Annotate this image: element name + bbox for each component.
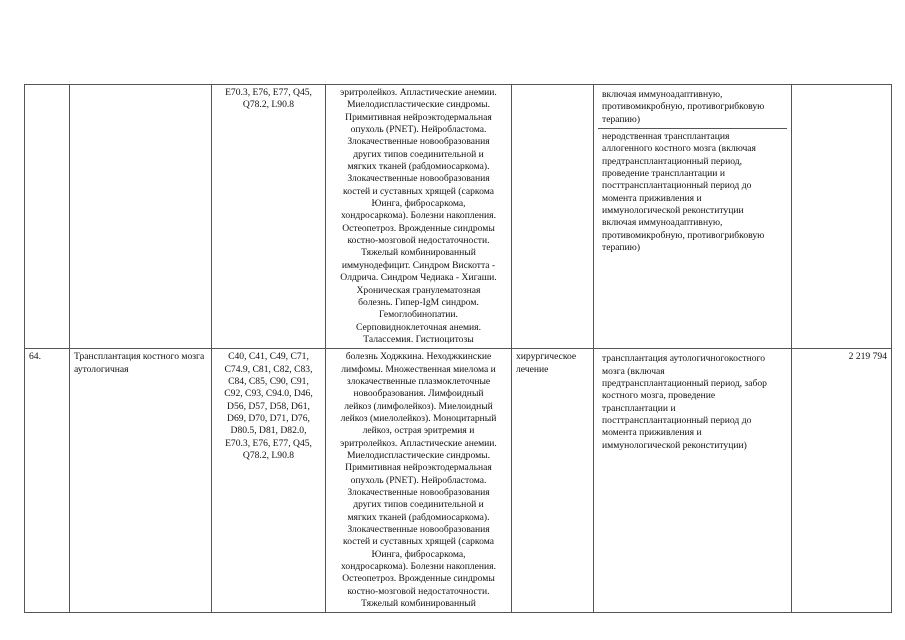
method-block bbox=[598, 351, 787, 454]
icd-codes-cell-line: D80.5, D81, D82.0, bbox=[230, 425, 307, 437]
method-line: включая иммуноадаптивную, bbox=[602, 89, 723, 100]
diagnosis-cell-line: Миелодиспластические синдромы. bbox=[346, 99, 491, 111]
diagnosis-cell-line: Примитивная нейроэктодермальная bbox=[345, 462, 492, 474]
diagnosis-cell-line: Гемоглобинопатии. bbox=[379, 309, 458, 321]
method-line: иммунологической реконституции bbox=[602, 205, 744, 217]
method-line: посттрансплантационный период до bbox=[602, 414, 752, 426]
method-line: трансплантации и bbox=[602, 402, 676, 414]
diagnosis-cell-line: Примитивная нейроэктодермальная bbox=[345, 111, 492, 123]
diagnosis-cell-line: болезнь Ходжкина. Неходжкинские bbox=[345, 351, 492, 363]
icd-codes-cell-line: C92, C93, C94.0, D46, bbox=[224, 388, 313, 400]
table-row bbox=[25, 85, 892, 349]
diagnosis-cell-line: хондросаркома). Болезни накопления. bbox=[341, 210, 496, 222]
diagnosis-cell-line: новообразования. Лимфоидный bbox=[353, 388, 484, 400]
method-line: предтрансплантационный период, забор bbox=[602, 377, 767, 389]
method-line: предтрансплантационный период, bbox=[602, 155, 743, 167]
diagnosis-cell-line: лейкоз, острая эритремия и bbox=[362, 425, 475, 437]
price-cell: 2 219 794 bbox=[792, 349, 892, 613]
diagnosis-cell-line: лимфомы. Множественная миелома и bbox=[341, 363, 496, 375]
diagnosis-cell-line: болезнь. Гипер-IgM синдром. bbox=[358, 296, 479, 308]
diagnosis-cell-line: Олдрича. Синдром Чедиака - Хигаши. bbox=[340, 272, 497, 284]
diagnosis-cell-line: Злокачественные новообразования bbox=[347, 136, 490, 148]
method-line: включая иммуноадаптивную, bbox=[602, 217, 723, 229]
treatment-method-cell bbox=[594, 85, 792, 349]
method-line: мозга (включая bbox=[602, 365, 665, 377]
icd-codes-cell-line: C74.9, C81, C82, C83, bbox=[224, 363, 313, 375]
treatment-method-cell bbox=[594, 349, 792, 613]
diagnosis-cell bbox=[326, 85, 512, 349]
method-line: терапию) bbox=[602, 242, 641, 254]
method-line: иммунологической реконституции) bbox=[602, 439, 747, 451]
diagnosis-cell-line: Юинга, фибросаркома, bbox=[371, 548, 466, 560]
service-name-cell bbox=[70, 85, 212, 349]
icd-codes-cell-line: C40, C41, C49, C71, bbox=[228, 351, 309, 363]
diagnosis-cell-line: хондросаркома). Болезни накопления. bbox=[341, 561, 496, 573]
icd-codes-cell bbox=[212, 349, 326, 613]
diagnosis-cell-line: опухоль (PNET). Нейробластома. bbox=[350, 124, 487, 136]
diagnosis-cell-line: костей и суставных хрящей (саркома bbox=[343, 536, 494, 548]
icd-codes-cell-line: Q78.2, L90.8 bbox=[242, 449, 295, 461]
diagnosis-cell-line: Талассемия. Гистиоцитозы bbox=[363, 333, 474, 345]
icd-codes-cell-line: E70.3, E76, E77, Q45, bbox=[225, 87, 312, 98]
table-row bbox=[25, 349, 892, 613]
method-line: костного мозга, проведение bbox=[602, 390, 716, 402]
diagnosis-cell-line: лейкоз (миелолейкоз). Моноцитарный bbox=[340, 412, 497, 424]
method-line: противомикробную, противогрибковую bbox=[602, 229, 765, 241]
method-line: посттрансплантационный период до bbox=[602, 180, 752, 192]
icd-codes-cell-line: D56, D57, D58, D61, bbox=[227, 400, 310, 412]
diagnosis-cell-line: эритролейкоз. Апластические анемии. bbox=[340, 437, 497, 449]
diagnosis-cell-line: Миелодиспластические синдромы. bbox=[346, 449, 491, 461]
diagnosis-cell-line: лейкоз (лимфолейкоз). Миелоидный bbox=[344, 400, 493, 412]
diagnosis-cell-line: мягких тканей (рабдомиосаркома). bbox=[347, 161, 490, 173]
method-line: проведение трансплантации и bbox=[602, 168, 725, 180]
medical-services-table bbox=[24, 84, 892, 613]
method-block bbox=[598, 128, 787, 256]
method-line: трансплантация аутологичногокостного bbox=[602, 353, 766, 365]
diagnosis-cell bbox=[326, 349, 512, 613]
table-body bbox=[25, 85, 892, 613]
method-line: терапию) bbox=[602, 113, 641, 125]
icd-codes-cell bbox=[212, 85, 326, 349]
diagnosis-cell-line: других типов соединительной и bbox=[353, 499, 484, 511]
diagnosis-cell-line: костей и суставных хрящей (саркома bbox=[343, 185, 494, 197]
diagnosis-cell-line: Тяжелый комбинированный bbox=[361, 247, 476, 259]
diagnosis-cell-line: эритролейкоз. Апластические анемии. bbox=[340, 87, 497, 98]
diagnosis-cell-line: Тяжелый комбинированный bbox=[361, 598, 476, 610]
method-line: момента приживления и bbox=[602, 192, 702, 204]
icd-codes-cell-line: E70.3, E76, E77, Q45, bbox=[225, 437, 312, 449]
diagnosis-cell-line: костно-мозговой недостаточности. bbox=[347, 235, 490, 247]
diagnosis-cell-line: Остеопетроз. Врожденные синдромы bbox=[342, 222, 495, 234]
diagnosis-cell-line: иммунодефицит. Синдром Вискотта - bbox=[341, 259, 496, 271]
method-line: неродственная трансплантация bbox=[602, 131, 730, 143]
price-cell bbox=[792, 85, 892, 349]
diagnosis-cell-line: Серповидноклеточная анемия. bbox=[356, 321, 481, 333]
diagnosis-cell-line: Злокачественные новообразования bbox=[347, 487, 490, 498]
diagnosis-cell-line: Хроническая гранулематозная bbox=[356, 284, 481, 296]
diagnosis-cell-line: Злокачественные новообразования bbox=[347, 173, 490, 185]
diagnosis-cell-line: мягких тканей (рабдомиосаркома). bbox=[347, 511, 490, 523]
icd-codes-cell-line: C84, C85, C90, C91, bbox=[228, 375, 309, 387]
icd-codes-cell-line: D69, D70, D71, D76, bbox=[227, 412, 310, 424]
method-line: аллогенного костного мозга (включая bbox=[602, 143, 756, 155]
treatment-type-cell bbox=[512, 85, 594, 349]
diagnosis-cell-line: других типов соединительной и bbox=[353, 148, 484, 160]
diagnosis-cell-line: костно-мозговой недостаточности. bbox=[347, 585, 490, 597]
method-line: момента приживления и bbox=[602, 427, 702, 439]
service-name-cell: Трансплантация костного мозга аутологичная bbox=[70, 349, 212, 613]
diagnosis-cell-line: злокачественные плазмоклеточные bbox=[346, 375, 491, 387]
diagnosis-cell-line: Злокачественные новообразования bbox=[347, 524, 490, 536]
diagnosis-cell-line: Юинга, фибросаркома, bbox=[371, 198, 466, 210]
method-line: противомикробную, противогрибковую bbox=[602, 101, 765, 113]
row-number-cell bbox=[25, 85, 70, 349]
diagnosis-cell-line: опухоль (PNET). Нейробластома. bbox=[350, 474, 487, 486]
method-block bbox=[598, 87, 787, 128]
row-number-cell: 64. bbox=[25, 349, 70, 613]
diagnosis-cell-line: Остеопетроз. Врожденные синдромы bbox=[342, 573, 495, 585]
icd-codes-cell-line: Q78.2, L90.8 bbox=[242, 99, 295, 111]
treatment-type-cell: хирургическое лечение bbox=[512, 349, 594, 613]
